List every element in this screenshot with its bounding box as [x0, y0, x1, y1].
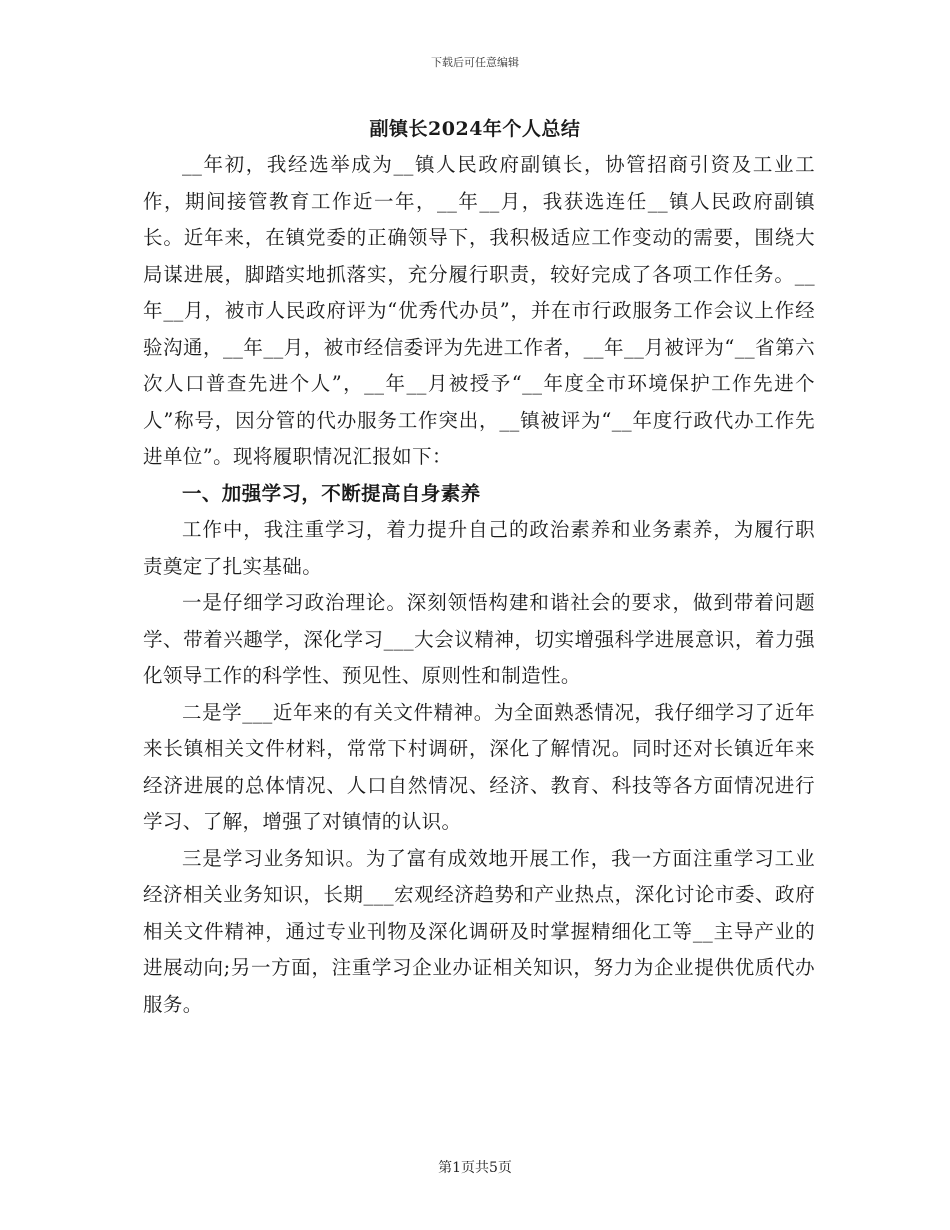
body-paragraph: 三是学习业务知识。为了富有成效地开展工作，我一方面注重学习工业经济相关业务知识，长期___宏观经济趋势和产业热点，深化讨论市委、政府相关文件精神，通过专业刊物及深化调研及时掌握精细化工等__主导产业的进展动向;另一方面，注重学习企业办证相关知识，努力为企业提供优质代办服务。 [143, 846, 815, 1016]
page-footer: 第1页共5页 [438, 1160, 512, 1176]
body-paragraph: 二是学___近年来的有关文件精神。为全面熟悉情况，我仔细学习了近年来长镇相关文件材料，常常下村调研，深化了解情况。同时还对长镇近年来经济进展的总体情况、人口自然情况、经济、教育、科技等各方面情况进行学习、了解，增强了对镇情的认识。 [143, 700, 815, 833]
document-body [143, 147, 815, 1023]
body-paragraph: 工作中，我注重学习，着力提升自己的政治素养和业务素养，为履行职责奠定了扎实基础。 [143, 518, 815, 578]
body-paragraph: 一是仔细学习政治理论。深刻领悟构建和谐社会的要求，做到带着问题学、带着兴趣学，深化学习___大会议精神，切实增强科学进展意识，着力强化领导工作的科学性、预见性、原则性和制造性。 [143, 591, 815, 687]
section-heading: 一、加强学习，不断提高自身素养 [182, 481, 481, 505]
intro-paragraph: __年初，我经选举成为__镇人民政府副镇长，协管招商引资及工业工作，期间接管教育工作近一年，__年__月，我获选连任__镇人民政府副镇长。近年来，在镇党委的正确领导下，我积极适应工作变动的需要，围绕大局谋进展，脚踏实地抓落实，充分履行职责，较好完成了各项工作任务。__年__月，被市人民政府评为“优秀代办员”，并在市行政服务工作会议上作经验沟通，__年__月，被市经信委评为先进工作者，__年__月被评为“__省第六次人口普查先进个人”，__年__月被授予“__年度全市环境保护工作先进个人”称号，因分管的代办服务工作突出，__镇被评为“__年度行政代办工作先进单位”。现将履职情况汇报如下： [143, 153, 815, 468]
header-note: 下载后可任意编辑 [431, 56, 519, 69]
document-title: 副镇长2024年个人总结 [369, 118, 581, 140]
